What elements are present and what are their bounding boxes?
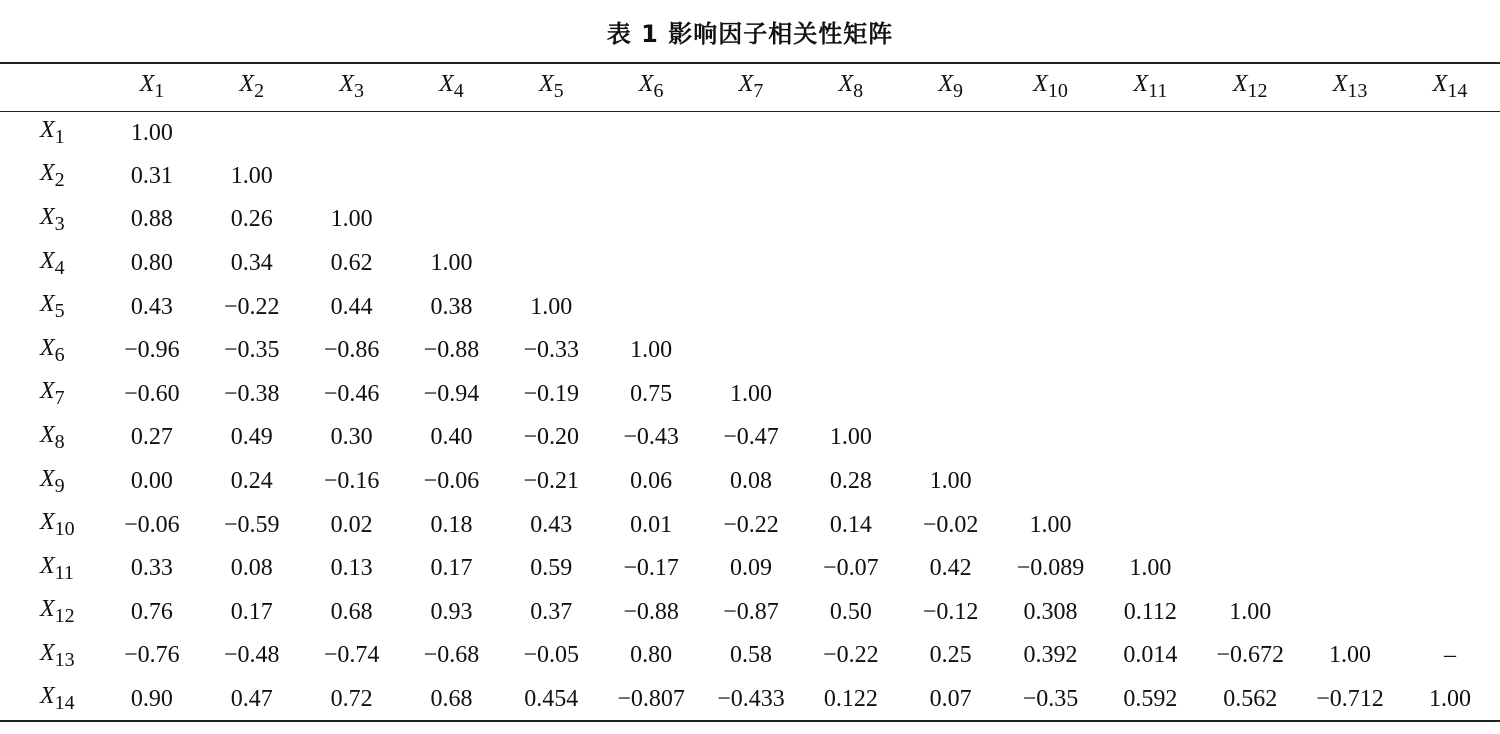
variable-subscript: 4 [54,256,65,279]
correlation-cell: 0.08 [729,468,772,495]
correlation-cell [1400,155,1500,199]
correlation-cell [1300,285,1400,329]
correlation-cell: −0.33 [523,337,580,364]
correlation-cell [1100,503,1200,547]
table-row [0,503,1500,547]
variable-subscript: 2 [254,80,265,103]
correlation-cell: 0.37 [530,598,573,625]
correlation-cell [402,198,502,242]
correlation-cell: −0.59 [223,511,280,538]
correlation-cell: −0.76 [124,642,180,669]
correlation-cell: 0.40 [430,424,473,451]
correlation-cell [1200,460,1300,504]
correlation-cell [1400,373,1500,417]
table-row [0,416,1500,460]
variable-subscript: 6 [653,80,664,103]
correlation-cell [1300,242,1400,286]
variable-subscript: 10 [1047,80,1068,103]
correlation-cell [302,155,402,199]
correlation-cell [801,111,901,155]
correlation-cell [1100,460,1200,504]
correlation-cell: 0.27 [130,424,173,451]
column-header-x5 [501,63,601,111]
correlation-cell: −0.19 [523,380,580,407]
column-header-x11 [1100,63,1200,111]
correlation-cell: −0.88 [623,598,679,625]
row-header-x14 [0,678,102,722]
correlation-cell: 0.80 [130,250,173,277]
variable-subscript: 5 [54,300,65,323]
correlation-cell: 0.06 [630,468,673,495]
correlation-cell [1200,198,1300,242]
correlation-cell: 0.25 [929,642,972,669]
correlation-cell: 1.00 [1229,598,1272,625]
variable-subscript: 2 [54,169,65,192]
variable-subscript: 9 [54,474,65,497]
correlation-cell [801,285,901,329]
correlation-cell [701,198,801,242]
table-row [0,198,1500,242]
row-header-x13 [0,634,102,678]
table-row [0,373,1500,417]
correlation-cell: −0.06 [423,468,480,495]
row-header-x9 [0,460,102,504]
correlation-cell: 0.90 [102,678,202,722]
correlation-cell: 0.38 [430,293,473,320]
variable-symbol: X [838,71,854,98]
correlation-cell: 0.44 [330,293,373,320]
correlation-cell [701,329,801,373]
correlation-cell: 0.43 [530,511,573,538]
column-header-row [0,63,1500,111]
correlation-cell: −0.47 [723,424,779,451]
correlation-cell: 0.26 [230,206,273,233]
correlation-cell: −0.94 [423,380,480,407]
column-header-x8 [801,63,901,111]
correlation-cell: 0.122 [801,678,901,722]
correlation-cell: 0.562 [1200,678,1300,722]
variable-subscript: 9 [953,80,963,103]
table-row [0,547,1500,591]
correlation-cell [1001,285,1101,329]
correlation-cell: −0.38 [223,380,280,407]
correlation-cell [1001,242,1101,286]
variable-symbol: X [40,683,55,710]
correlation-cell [1100,329,1200,373]
correlation-cell [801,242,901,286]
correlation-cell: 0.09 [729,555,772,582]
correlation-cell: −0.12 [922,598,979,625]
variable-symbol: X [339,71,354,98]
correlation-cell [901,285,1001,329]
correlation-cell [1300,155,1400,199]
table-caption: 表 1 影响因子相关性矩阵 [606,20,894,48]
correlation-cell [1001,198,1101,242]
correlation-cell: – [1443,642,1456,669]
correlation-cell: 0.47 [202,678,302,722]
correlation-cell: −0.68 [423,642,480,669]
correlation-cell: 0.93 [430,598,473,625]
correlation-cell [1100,111,1200,155]
correlation-cell: −0.87 [723,598,779,625]
correlation-cell [1200,547,1300,591]
column-header-x7 [701,63,801,111]
variable-symbol: X [40,509,55,536]
variable-symbol: X [1133,71,1149,98]
variable-symbol: X [40,465,55,492]
variable-subscript: 4 [453,80,464,103]
correlation-cell [701,285,801,329]
variable-subscript: 1 [54,125,65,148]
variable-symbol: X [1232,71,1248,98]
row-header-x11 [0,547,102,591]
variable-symbol: X [40,160,55,187]
correlation-cell [1200,155,1300,199]
variable-symbol: X [738,71,754,98]
correlation-cell: 1.00 [929,468,972,495]
correlation-cell [1400,198,1500,242]
column-header-x12 [1200,63,1300,111]
variable-symbol: X [40,378,55,405]
table-row [0,111,1500,155]
correlation-cell [701,242,801,286]
variable-subscript: 3 [54,212,65,235]
variable-subscript: 7 [753,80,764,103]
variable-symbol: X [40,596,55,623]
correlation-cell [1200,111,1300,155]
variable-symbol: X [538,71,554,98]
correlation-cell [901,242,1001,286]
correlation-cell: 0.28 [829,468,872,495]
correlation-cell: −0.46 [323,380,380,407]
correlation-cell [701,111,801,155]
correlation-cell: −0.35 [223,337,280,364]
correlation-cell: 0.59 [530,555,573,582]
row-header-x10 [0,503,102,547]
correlation-cell: 0.14 [829,511,872,538]
correlation-cell: 1.00 [230,162,273,189]
correlation-cell: −0.43 [623,424,679,451]
correlation-cell: −0.86 [323,337,380,364]
correlation-cell: 0.18 [430,511,473,538]
column-header-x10 [1001,63,1101,111]
variable-subscript: 8 [54,430,65,453]
correlation-cell: 0.76 [130,598,173,625]
correlation-cell: 0.50 [829,598,872,625]
correlation-cell [1400,285,1500,329]
correlation-cell: 0.01 [630,511,673,538]
correlation-cell: −0.21 [523,468,580,495]
correlation-cell: 0.454 [501,678,601,722]
correlation-cell [501,242,601,286]
correlation-cell: 0.49 [230,424,273,451]
row-header-x5 [0,285,102,329]
correlation-cell: −0.48 [223,642,280,669]
row-header-x4 [0,242,102,286]
variable-symbol: X [1033,71,1048,98]
correlation-cell [1200,373,1300,417]
variable-subscript: 13 [54,648,75,671]
variable-subscript: 7 [54,387,65,410]
correlation-cell: 0.62 [330,250,373,277]
correlation-cell [1100,242,1200,286]
variable-symbol: X [139,71,155,98]
correlation-cell [1001,460,1101,504]
variable-subscript: 5 [553,80,564,103]
correlation-cell: 0.17 [230,598,273,625]
correlation-cell [402,155,502,199]
table-row [0,678,1500,722]
correlation-cell: 1.00 [1029,511,1072,538]
variable-symbol: X [40,204,55,231]
correlation-cell: −0.07 [823,555,879,582]
variable-symbol: X [938,71,953,98]
variable-symbol: X [40,640,55,667]
correlation-cell: −0.17 [623,555,679,582]
correlation-cell [801,373,901,417]
correlation-cell [1001,329,1101,373]
correlation-cell: 0.02 [330,511,373,538]
correlation-cell: 1.00 [1129,555,1172,582]
correlation-cell: 0.42 [929,555,972,582]
correlation-cell [501,155,601,199]
correlation-cell [1200,503,1300,547]
table-row [0,155,1500,199]
column-header-x9 [901,63,1001,111]
row-header-x2 [0,155,102,199]
column-header-x2 [202,63,302,111]
correlation-cell: 0.34 [230,250,273,277]
variable-symbol: X [40,247,55,274]
correlation-cell [1001,416,1101,460]
correlation-cell [1100,285,1200,329]
variable-symbol: X [40,334,55,361]
correlation-cell: 0.31 [130,162,173,189]
correlation-cell: −0.20 [523,424,580,451]
correlation-cell: 0.13 [330,555,373,582]
correlation-cell: −0.16 [323,468,380,495]
row-header-x7 [0,373,102,417]
row-header-x8 [0,416,102,460]
variable-symbol: X [239,71,255,98]
correlation-cell: 0.24 [230,468,273,495]
correlation-cell [801,329,901,373]
correlation-cell: 0.592 [1100,678,1200,722]
correlation-cell: −0.807 [601,678,701,722]
correlation-cell [1200,329,1300,373]
correlation-cell [1300,329,1400,373]
correlation-cell [1300,373,1400,417]
variable-subscript: 6 [54,343,65,366]
row-header-x6 [0,329,102,373]
correlation-cell: 1.00 [1329,642,1372,669]
correlation-cell: −0.02 [922,511,979,538]
correlation-cell [1100,155,1200,199]
correlation-cell [1400,591,1500,635]
correlation-cell: 0.43 [130,293,173,320]
correlation-cell [501,198,601,242]
variable-symbol: X [1332,71,1348,98]
correlation-cell: 1.00 [829,424,872,451]
correlation-cell: 1.00 [330,206,373,233]
variable-symbol: X [40,422,55,449]
correlation-cell [1300,111,1400,155]
correlation-cell: 1.00 [430,250,473,277]
correlation-cell [1300,460,1400,504]
correlation-cell [901,416,1001,460]
column-header-x13 [1300,63,1400,111]
variable-symbol: X [40,117,55,144]
correlation-cell [1400,111,1500,155]
correlation-cell: −0.22 [223,293,280,320]
correlation-cell [302,111,402,155]
correlation-cell: 0.392 [1023,642,1078,669]
correlation-matrix-table [0,62,1500,722]
correlation-cell [402,111,502,155]
correlation-cell: 0.72 [302,678,402,722]
correlation-cell [501,111,601,155]
correlation-cell: 1.00 [630,337,673,364]
correlation-cell: −0.089 [1016,555,1085,582]
correlation-cell [1300,416,1400,460]
correlation-cell [901,329,1001,373]
correlation-cell: −0.433 [701,678,801,722]
correlation-cell: 0.308 [1023,598,1078,625]
correlation-cell: 0.17 [430,555,473,582]
variable-symbol: X [439,71,454,98]
variable-symbol: X [1432,71,1448,98]
correlation-cell: −0.88 [423,337,480,364]
correlation-cell: −0.05 [523,642,580,669]
row-header-x3 [0,198,102,242]
correlation-cell [601,285,701,329]
correlation-cell [1400,503,1500,547]
correlation-cell [202,111,302,155]
correlation-cell: −0.22 [723,511,779,538]
correlation-cell [601,242,701,286]
correlation-cell: 0.08 [230,555,273,582]
correlation-cell: 0.88 [130,206,173,233]
correlation-cell [601,155,701,199]
correlation-cell [901,373,1001,417]
correlation-cell: 0.07 [901,678,1001,722]
correlation-cell [1001,373,1101,417]
table-row [0,634,1500,678]
row-header-x12 [0,591,102,635]
column-header-x14 [1400,63,1500,111]
correlation-cell [1200,416,1300,460]
correlation-cell [1400,329,1500,373]
correlation-cell [901,155,1001,199]
correlation-cell [701,155,801,199]
correlation-cell: 0.80 [630,642,673,669]
correlation-cell [1400,242,1500,286]
variable-subscript: 13 [1347,80,1368,103]
correlation-cell: 0.68 [330,598,373,625]
correlation-cell [1100,373,1200,417]
correlation-cell [1001,111,1101,155]
column-header-x6 [601,63,701,111]
variable-subscript: 12 [1247,80,1268,103]
column-header-x3 [302,63,402,111]
correlation-cell: 0.112 [1123,598,1177,625]
correlation-cell: 1.00 [130,119,173,146]
variable-subscript: 11 [1148,80,1168,103]
correlation-cell [1300,198,1400,242]
correlation-cell: 1.00 [530,293,573,320]
variable-subscript: 12 [54,605,75,628]
table-row [0,460,1500,504]
variable-subscript: 14 [1447,80,1468,103]
correlation-cell [1400,547,1500,591]
correlation-cell [1400,416,1500,460]
table-row [0,285,1500,329]
variable-subscript: 1 [154,80,165,103]
correlation-cell [601,111,701,155]
correlation-cell: 1.00 [729,380,772,407]
correlation-cell [1001,155,1101,199]
correlation-cell [1400,460,1500,504]
correlation-cell: 0.30 [330,424,373,451]
correlation-cell [801,198,901,242]
variable-subscript: 10 [54,518,75,541]
column-header-x1 [102,63,202,111]
column-header-x4 [402,63,502,111]
variable-subscript: 14 [54,691,75,714]
correlation-cell: 0.00 [130,468,173,495]
variable-symbol: X [40,291,55,318]
row-header-x1 [0,111,102,155]
correlation-cell: 0.33 [130,555,173,582]
correlation-cell [1200,242,1300,286]
correlation-cell: −0.06 [124,511,180,538]
correlation-cell [1100,198,1200,242]
table-row [0,329,1500,373]
correlation-cell [1300,503,1400,547]
variable-subscript: 11 [54,561,74,584]
correlation-cell [901,198,1001,242]
correlation-cell [901,111,1001,155]
correlation-cell: 0.68 [402,678,502,722]
table-row [0,591,1500,635]
correlation-cell [1300,591,1400,635]
correlation-cell: 0.58 [729,642,772,669]
correlation-cell: −0.35 [1001,678,1101,722]
table-row [0,242,1500,286]
correlation-cell: −0.96 [124,337,180,364]
correlation-cell: 0.014 [1123,642,1178,669]
correlation-cell [1200,285,1300,329]
correlation-cell: 1.00 [1400,678,1500,722]
correlation-cell [601,198,701,242]
correlation-cell [1100,416,1200,460]
variable-subscript: 8 [853,80,864,103]
correlation-cell [1300,547,1400,591]
correlation-cell: −0.712 [1300,678,1400,722]
variable-subscript: 3 [353,80,364,103]
correlation-cell: −0.60 [124,380,180,407]
corner-cell [0,63,102,111]
correlation-cell: 0.75 [630,380,673,407]
correlation-cell: −0.22 [823,642,879,669]
correlation-cell: −0.672 [1216,642,1284,669]
variable-symbol: X [638,71,654,98]
variable-symbol: X [40,552,55,579]
correlation-cell: −0.74 [323,642,380,669]
correlation-cell [801,155,901,199]
